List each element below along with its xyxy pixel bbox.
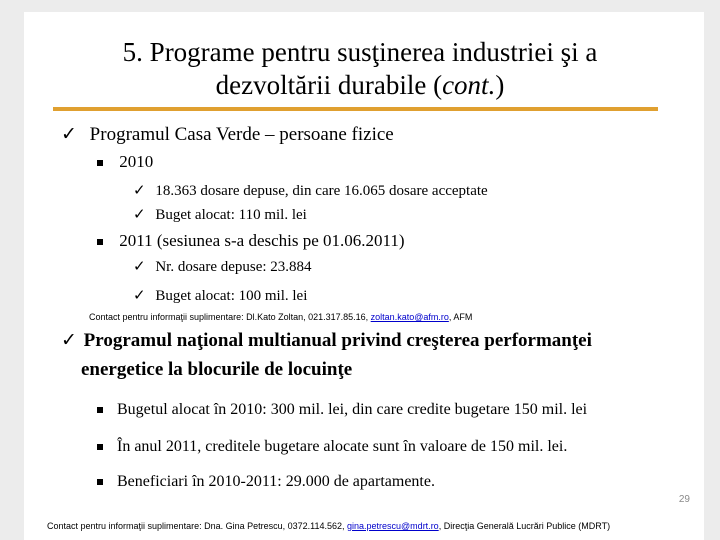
checkmark-icon: ✓ <box>133 257 146 275</box>
contact-mdrt-email-link[interactable]: gina.petrescu@mdrt.ro <box>347 521 439 531</box>
checkmark-icon: ✓ <box>61 329 77 351</box>
checkmark-icon: ✓ <box>133 286 146 304</box>
page-number: 29 <box>678 494 690 505</box>
checkmark-icon: ✓ <box>133 205 146 223</box>
checkmark-icon: ✓ <box>61 123 77 145</box>
list-item-text: 18.363 dosare depuse, din care 16.065 dosare acceptate <box>155 183 488 199</box>
square-bullet-icon <box>97 160 103 166</box>
contact-mdrt-suffix: , Direcţia Generală Lucrări Publice (MDRT) <box>438 521 611 531</box>
list-item-text: Buget alocat: 110 mil. lei <box>155 207 307 223</box>
contact-afm-prefix: Contact pentru informaţii suplimentare: Dl.Kato Zoltan, 021.317.85.16, <box>89 312 371 322</box>
checkmark-icon: ✓ <box>133 181 146 199</box>
title-underline <box>53 107 658 111</box>
year-2010-row <box>97 152 153 172</box>
section2-heading-row <box>61 329 592 352</box>
contact-mdrt <box>47 521 610 531</box>
section2-heading-line-2: energetice la blocurile de locuinţe <box>81 359 353 380</box>
list-item <box>97 438 567 456</box>
section1-heading: Programul Casa Verde – persoane fizice <box>89 124 394 145</box>
contact-mdrt-prefix: Contact pentru informaţii suplimentare: Dna. Gina Petrescu, 0372.114.562, <box>47 521 348 531</box>
section2-heading-line-1: Programul naţional multianual privind creşterea performanţei <box>83 330 592 351</box>
year-2011-note: (sesiunea s-a deschis pe 01.06.2011) <box>152 231 405 250</box>
list-item <box>133 181 488 200</box>
contact-afm-email-link[interactable]: zoltan.kato@afm.ro <box>370 312 449 322</box>
contact-afm <box>89 312 472 322</box>
square-bullet-icon <box>97 239 103 245</box>
title-line-2 <box>60 69 660 102</box>
title-line-1: 5. Programe pentru susţinerea industriei şi a <box>122 37 598 67</box>
list-item <box>97 473 435 491</box>
list-item-text: Nr. dosare depuse: 23.884 <box>155 259 312 275</box>
list-item-text: Buget alocat: 100 mil. lei <box>155 288 308 304</box>
year-2011-row <box>97 231 405 251</box>
title-line-2-end: ) <box>495 70 505 100</box>
list-item <box>97 401 587 419</box>
list-item-text: Beneficiari în 2010-2011: 29.000 de apartamente. <box>117 473 435 490</box>
contact-afm-suffix: , AFM <box>448 312 473 322</box>
list-item-text: În anul 2011, creditele bugetare alocate sunt în valoare de 150 mil. lei. <box>117 438 568 455</box>
list-item-text: Bugetul alocat în 2010: 300 mil. lei, din care credite bugetare 150 mil. lei <box>117 401 588 418</box>
title-line-2-italic: cont. <box>442 70 496 100</box>
slide-title <box>60 36 660 102</box>
square-bullet-icon <box>97 479 103 485</box>
square-bullet-icon <box>97 444 103 450</box>
section1-heading-row <box>61 123 394 146</box>
list-item <box>133 286 307 305</box>
title-line-2-text: dezvoltării durabile ( <box>215 70 443 100</box>
year-2011-label: 2011 <box>119 231 153 250</box>
year-2010-label: 2010 <box>119 152 154 171</box>
list-item <box>133 257 312 276</box>
list-item <box>133 205 307 224</box>
square-bullet-icon <box>97 407 103 413</box>
